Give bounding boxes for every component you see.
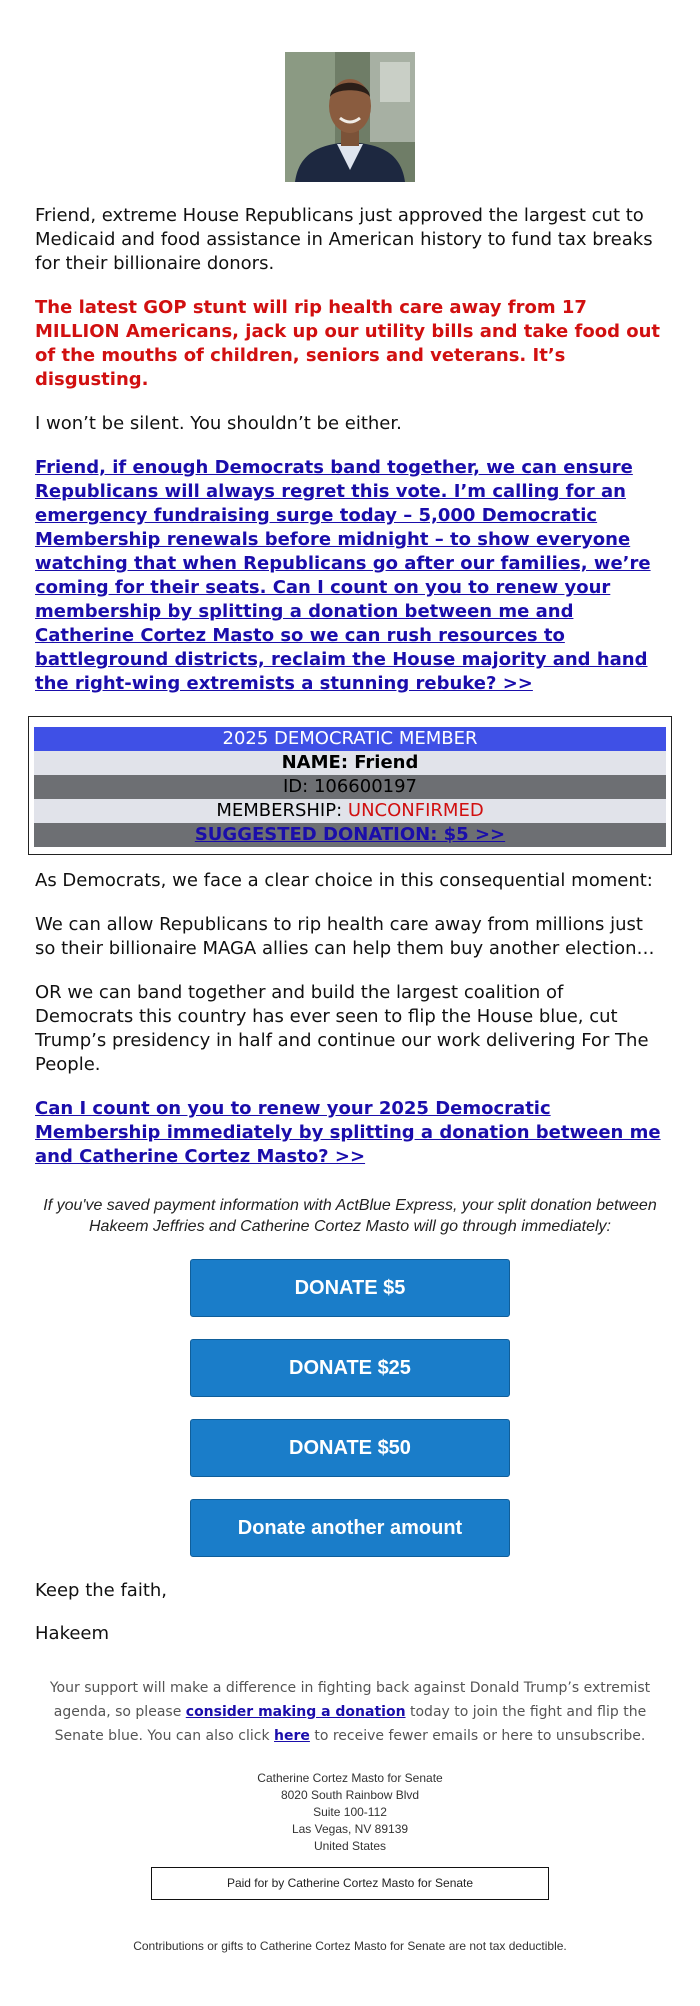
hakeem-photo [285, 52, 415, 182]
footer-text-3: to receive fewer emails or here to unsubscribe. [309, 1728, 646, 1744]
donate-50-button[interactable]: DONATE $50 [190, 1419, 510, 1477]
ask-link[interactable]: Friend, if enough Democrats band together, we can ensure Republicans will always regret this vote. I’m calling for an emergency fundraising surge today – 5,000 Democratic Membership renewals before midnight – to show everyone watching that when Republicans go after our families, we’re coming for their seats. Can I count on you to renew your membership by splitting a donation between me and Catherine Cortez Masto so we can rush resources to battleground districts, reclaim the House majority and hand the right-wing extremists a stunning rebuke? >> [35, 457, 651, 694]
donate-5-button[interactable]: DONATE $5 [190, 1259, 510, 1317]
email-body [35, 0, 665, 1953]
address-street: 8020 South Rainbow Blvd [280, 1788, 420, 1802]
address-org: Catherine Cortez Masto for Senate [257, 1771, 443, 1785]
choice-text: As Democrats, we face a clear choice in this consequential moment: [35, 870, 653, 891]
silent-text: I won’t be silent. You shouldn’t be either. [35, 413, 402, 434]
alert-text: The latest GOP stunt will rip health care away from 17 MILLION Americans, jack up our utility bills and take food out of the mouths of children, seniors and veterans. It’s disgusting. [35, 297, 661, 390]
paid-for-box: Paid for by Catherine Cortez Masto for Senate [151, 1867, 549, 1900]
suggested-donation-link[interactable]: SUGGESTED DONATION: $5 >> [194, 824, 506, 845]
card-membership [34, 799, 666, 823]
closing-text: Keep the faith, [35, 1580, 168, 1601]
tax-disclaimer: Contributions or gifts to Catherine Cortez Masto for Senate are not tax deductible. [133, 1939, 567, 1953]
footer-text [39, 1676, 661, 1748]
card-name: NAME: Friend [34, 751, 666, 775]
intro-text: Friend, extreme House Republicans just approved the largest cut to Medicaid and food assistance in American history to fund tax breaks for their billionaire donors. [35, 205, 653, 274]
address-country: United States [313, 1839, 387, 1853]
renew-link[interactable]: Can I count on you to renew your 2025 Democratic Membership immediately by splitting a donation between me and Catherine Cortez Masto? >> [35, 1098, 661, 1167]
address-city: Las Vegas, NV 89139 [291, 1822, 409, 1836]
membership-card [28, 716, 672, 855]
footer-text-1: Your support will make a difference in fighting back against Donald Trump’s extremist agenda, so please [49, 1680, 651, 1720]
card-title: 2025 DEMOCRATIC MEMBER [34, 727, 666, 751]
card-suggested-row [34, 823, 666, 847]
card-id: ID: 106600197 [34, 775, 666, 799]
fewer-emails-link[interactable]: here [274, 1728, 310, 1744]
signature-text: Hakeem [35, 1623, 110, 1644]
membership-status: UNCONFIRMED [347, 800, 484, 821]
mailing-address [35, 1770, 665, 1855]
donate-25-button[interactable]: DONATE $25 [190, 1339, 510, 1397]
option1-text: We can allow Republicans to rip health care away from millions just so their billionaire MAGA allies can help them buy another election… [35, 914, 655, 959]
membership-label: MEMBERSHIP: [216, 800, 343, 821]
donation-link[interactable]: consider making a donation [185, 1704, 406, 1720]
footer-text-2: today to join the fight and flip the Senate blue. You can also click [54, 1704, 647, 1744]
option2-text: OR we can band together and build the largest coalition of Democrats this country has ever seen to flip the House blue, cut Trump’s presidency in half and continue our work delivering For The People. [35, 982, 649, 1075]
address-suite: Suite 100-112 [313, 1805, 387, 1819]
donate-other-button[interactable]: Donate another amount [190, 1499, 510, 1557]
actblue-express-note: If you've saved payment information with ActBlue Express, your split donation between Hakeem Jeffries and Catherine Cortez Masto will go through immediately: [43, 1197, 657, 1235]
